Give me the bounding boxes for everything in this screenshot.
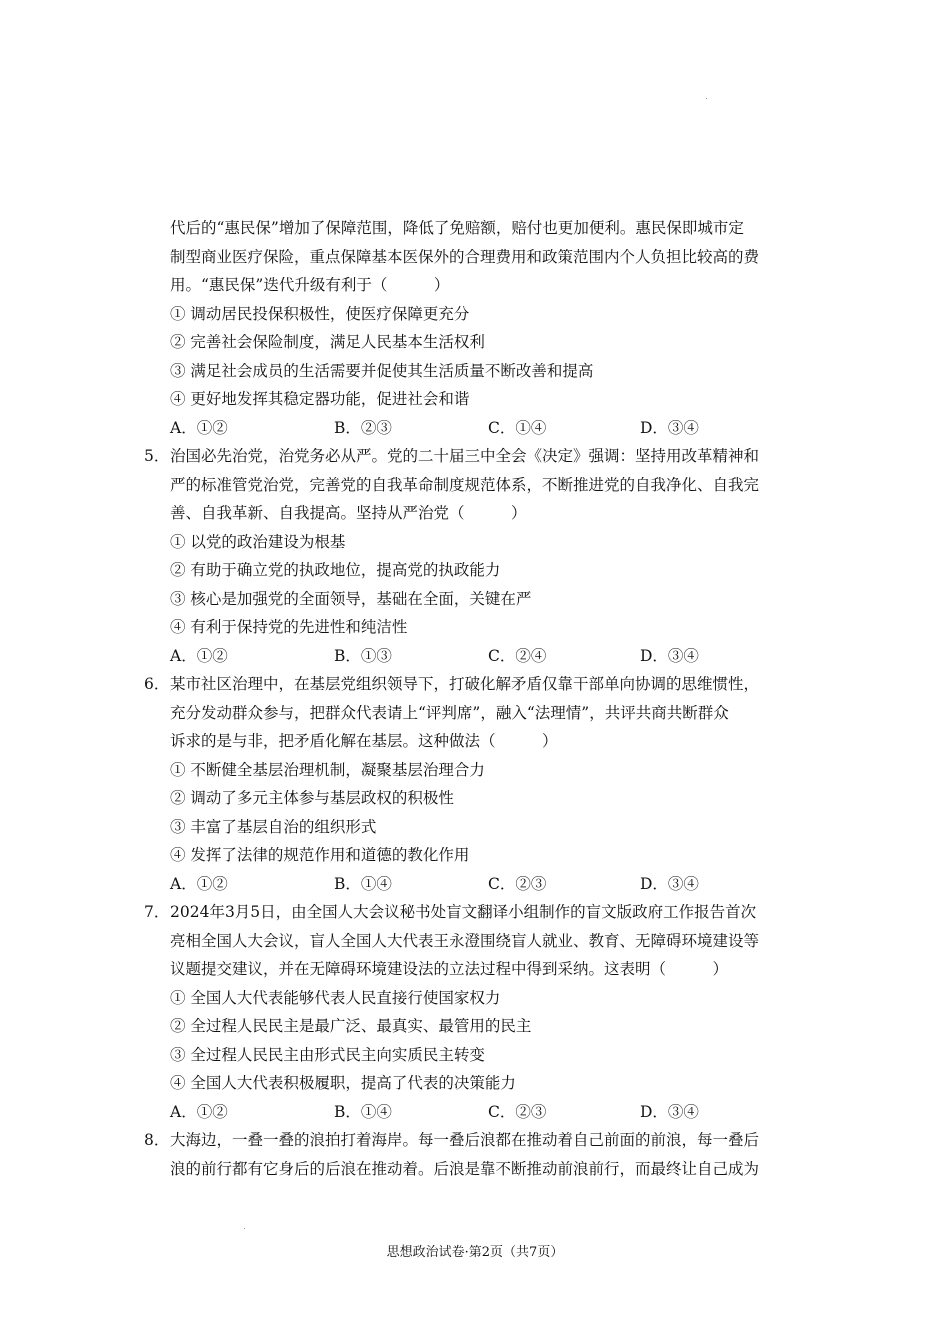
option-b: B．①④ (334, 1103, 392, 1121)
statement-item: ③ 全过程人民民主由形式民主向实质民主转变 (170, 1046, 485, 1064)
statement-item: ④ 有利于保持党的先进性和纯洁性 (170, 618, 408, 636)
question-stem-line: 善、自我革新、自我提高。坚持从严治党（ ） (170, 504, 527, 522)
question-stem-line: 议题提交建议，并在无障碍环境建设法的立法过程中得到采纳。这表明（ ） (170, 960, 729, 978)
option-d: D．③④ (640, 875, 699, 893)
option-a: A．①② (170, 1103, 228, 1121)
option-d: D．③④ (640, 1103, 699, 1121)
option-c: C．①④ (488, 419, 547, 437)
option-a: A．①② (170, 647, 228, 665)
question-stem-line: 浪的前行都有它身后的后浪在推动着。后浪是靠不断推动前浪前行，而最终让自己成为 (170, 1160, 760, 1178)
option-d: D．③④ (640, 419, 699, 437)
option-b: B．②③ (334, 419, 392, 437)
option-c: C．②③ (488, 875, 547, 893)
scan-speck (244, 1228, 245, 1229)
option-a: A．①② (170, 419, 228, 437)
scan-speck (706, 98, 707, 99)
option-c: C．②③ (488, 1103, 547, 1121)
question-stem-line: 充分发动群众参与，把群众代表请上“评判席”，融入“法理情”，共评共商共断群众 (170, 704, 729, 722)
statement-item: ④ 更好地发挥其稳定器功能，促进社会和谐 (170, 390, 470, 408)
statement-item: ② 有助于确立党的执政地位，提高党的执政能力 (170, 561, 501, 579)
option-c: C．②④ (488, 647, 547, 665)
statement-item: ② 调动了多元主体参与基层政权的积极性 (170, 789, 454, 807)
statement-item: ③ 满足社会成员的生活需要并促使其生活质量不断改善和提高 (170, 362, 594, 380)
question-number: 6． (144, 675, 170, 693)
statement-item: ④ 发挥了法律的规范作用和道德的教化作用 (170, 846, 470, 864)
option-d: D．③④ (640, 647, 699, 665)
question-stem-line: 诉求的是与非，把矛盾化解在基层。这种做法（ ） (170, 732, 558, 750)
statement-item: ① 不断健全基层治理机制，凝聚基层治理合力 (170, 761, 485, 779)
statement-item: ④ 全国人大代表积极履职，提高了代表的决策能力 (170, 1074, 516, 1092)
statement-item: ③ 丰富了基层自治的组织形式 (170, 818, 377, 836)
statement-item: ② 完善社会保险制度，满足人民基本生活权利 (170, 333, 485, 351)
answer-options (170, 646, 730, 666)
answer-options (170, 418, 730, 438)
answer-options (170, 874, 730, 894)
statement-item: ① 调动居民投保积极性，使医疗保障更充分 (170, 305, 470, 323)
question-number: 7． (144, 903, 170, 921)
statement-item: ② 全过程人民民主是最广泛、最真实、最管用的民主 (170, 1017, 532, 1035)
statement-item: ① 以党的政治建设为根基 (170, 533, 346, 551)
statement-item: ③ 核心是加强党的全面领导，基础在全面，关键在严 (170, 590, 532, 608)
question-number: 5． (144, 447, 170, 465)
question-stem-line: 治国必先治党，治党务必从严。党的二十届三中全会《决定》强调：坚持用改革精神和 (170, 447, 760, 465)
question-stem-line: 某市社区治理中，在基层党组织领导下，打破化解矛盾仅靠干部单向协调的思维惯性， (170, 675, 760, 693)
answer-options (170, 1102, 730, 1122)
option-b: B．①③ (334, 647, 392, 665)
question-stem-line: 严的标准管党治党，完善党的自我革命制度规范体系，不断推进党的自我净化、自我完 (170, 476, 760, 494)
question-stem-line: 制型商业医疗保险，重点保障基本医保外的合理费用和政策范围内个人负担比较高的费 (170, 248, 760, 266)
page-footer: 思想政治试卷·第2页（共7页） (386, 1245, 564, 1260)
statement-item: ① 全国人大代表能够代表人民直接行使国家权力 (170, 989, 501, 1007)
question-stem-line: 大海边，一叠一叠的浪拍打着海岸。每一叠后浪都在推动着自己前面的前浪，每一叠后 (170, 1131, 760, 1149)
question-stem-line: 2024年3月5日，由全国人大会议秘书处盲文翻译小组制作的盲文版政府工作报告首次 (170, 903, 757, 921)
option-a: A．①② (170, 875, 228, 893)
question-number: 8． (144, 1131, 170, 1149)
question-stem-line: 用。“惠民保”迭代升级有利于（ ） (170, 276, 450, 294)
question-stem-line: 亮相全国人大会议，盲人全国人大代表王永澄围绕盲人就业、教育、无障碍环境建设等 (170, 932, 760, 950)
question-stem-line: 代后的“惠民保”增加了保障范围，降低了免赔额，赔付也更加便利。惠民保即城市定 (170, 219, 744, 237)
option-b: B．①④ (334, 875, 392, 893)
